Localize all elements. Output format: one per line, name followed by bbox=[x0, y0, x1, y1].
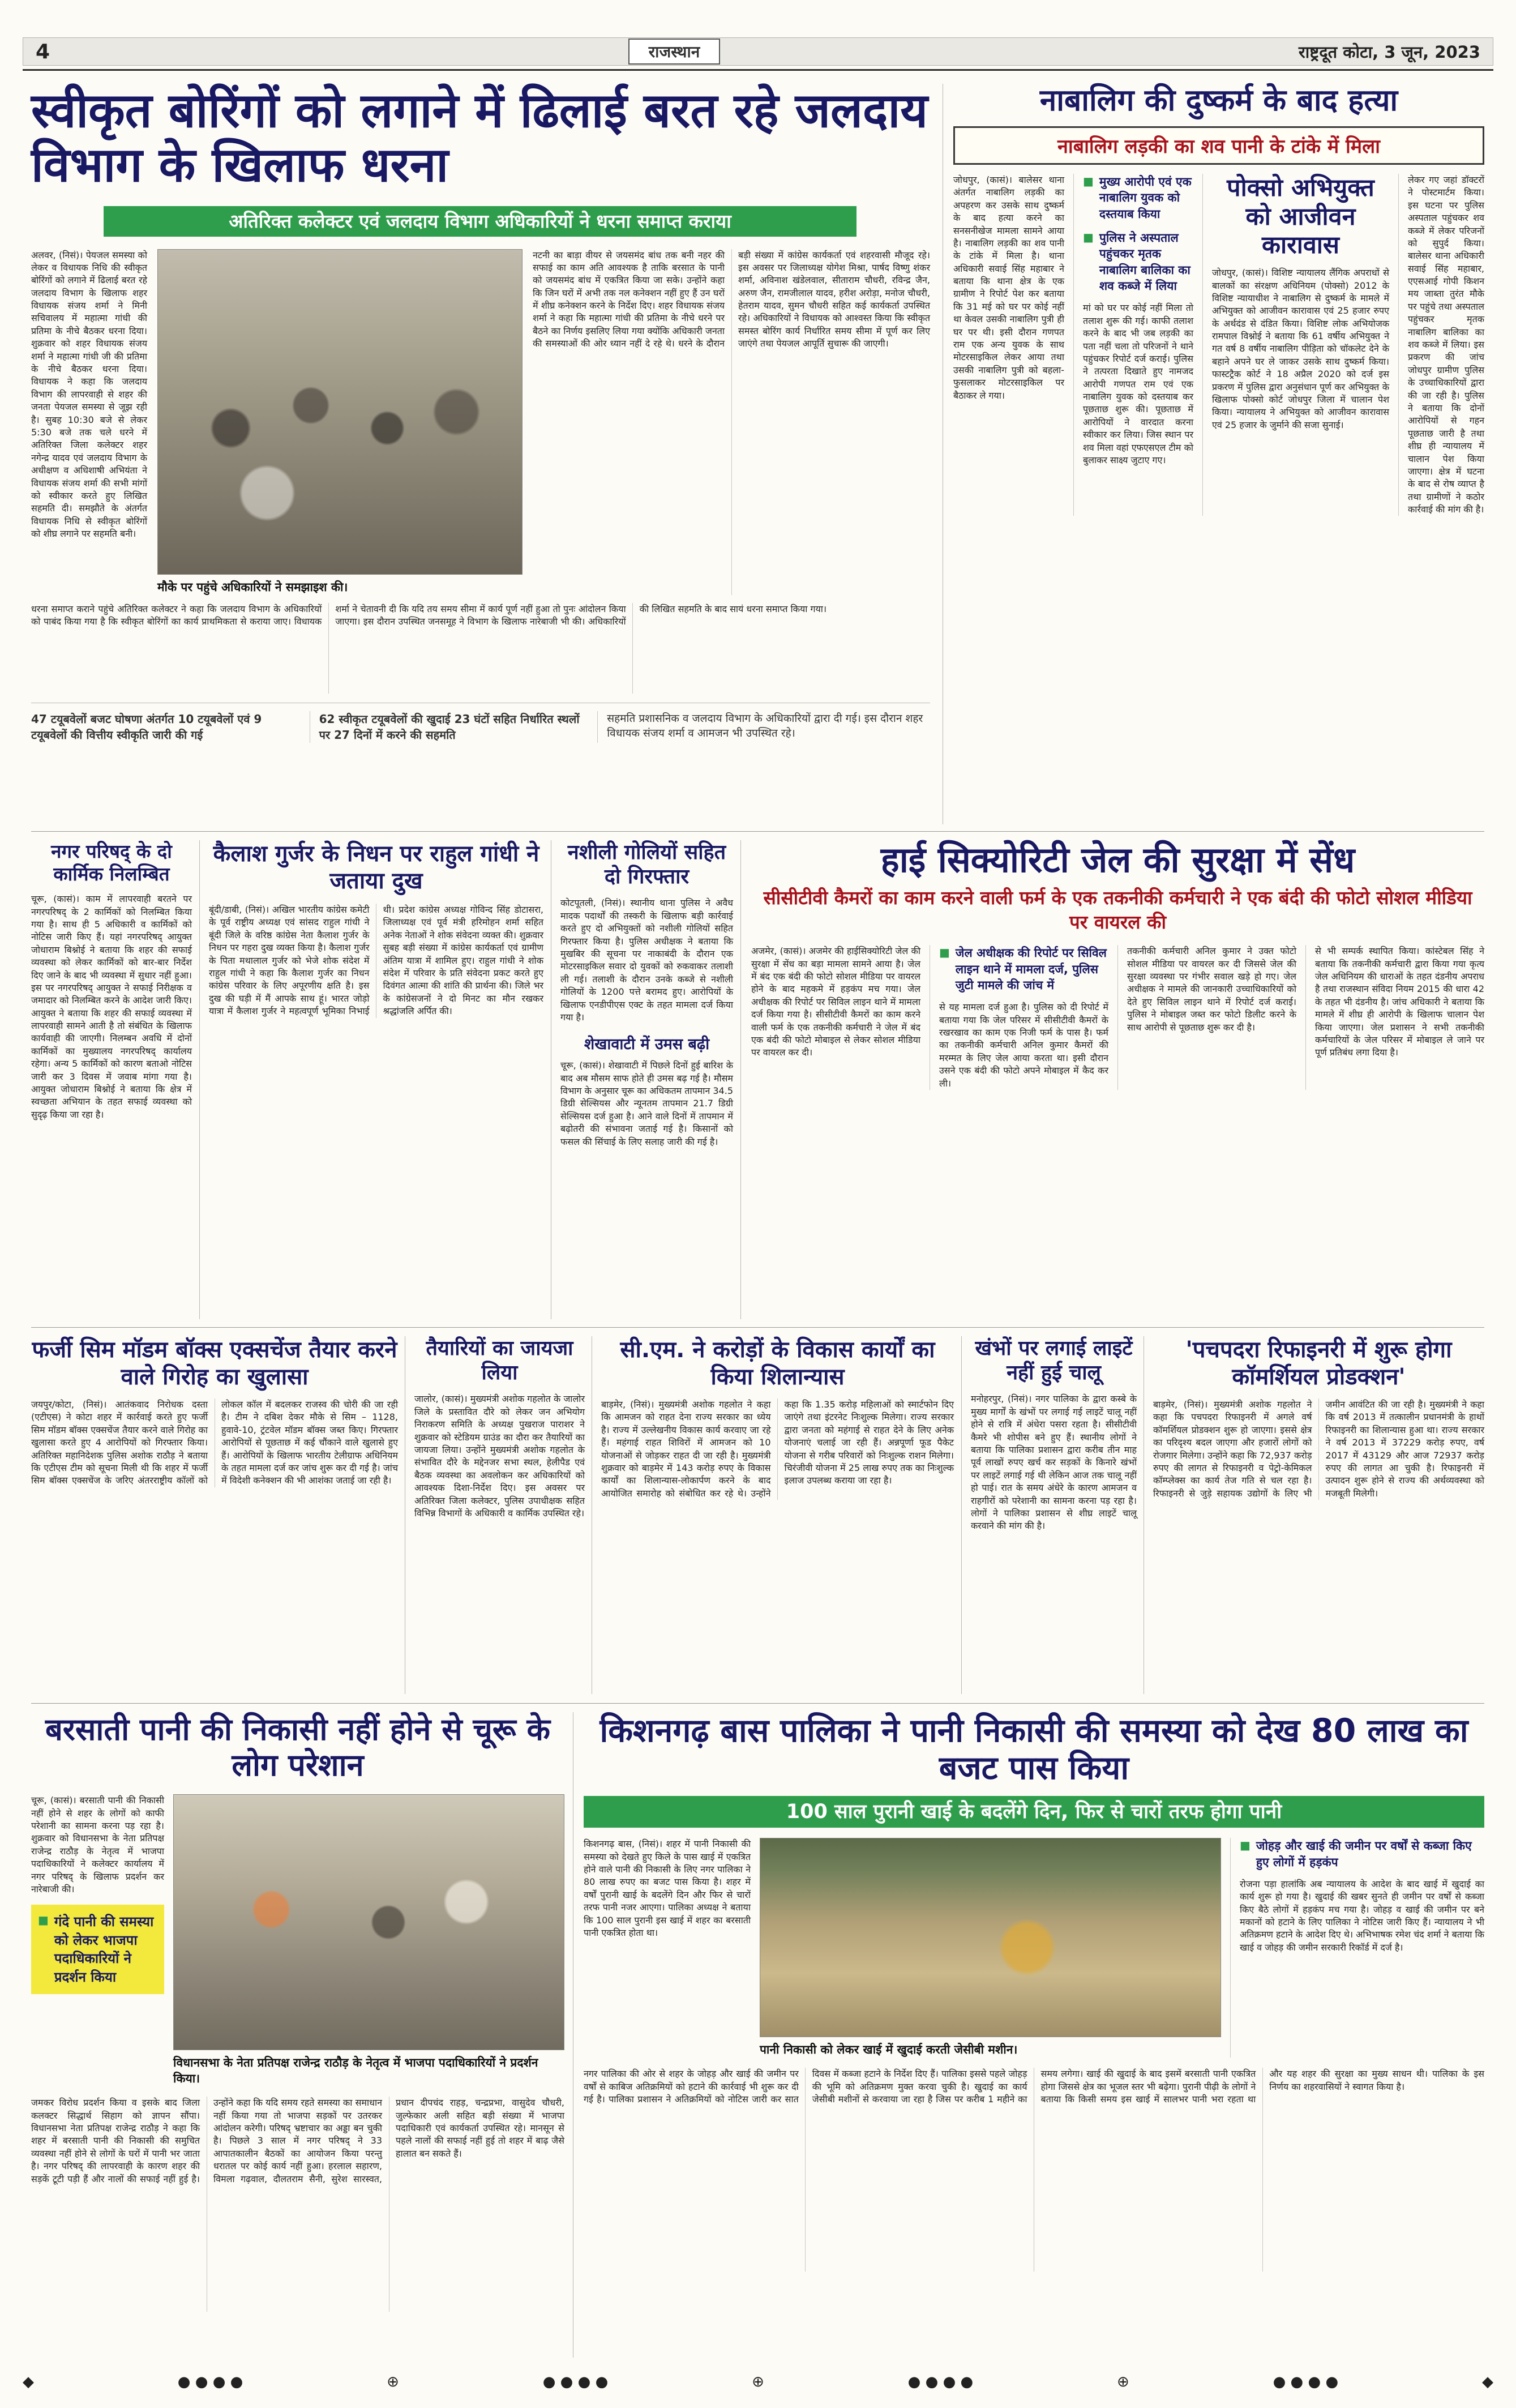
article-nabalig-hatya bbox=[943, 84, 1484, 824]
article-body-col: रोजना पड़ा हालांकि अब न्यायालय के आदेश के बाद खाई में खुदाई का कार्य शुरू हो गया है। खुदाई की खबर सुनते ही जमीन पर वर्षों से कब्जा किए बैठे लोगों में हड़कंप मच गया है। जोहड़ व खाई की जमीन पर बने मकानों को हटाने के लिए पालिका ने नोटिस जारी किए हैं। न्यायालय ने भी अतिक्रमण हटाने के आदेश दिए थे। अभिभाषक रमेश चंद शर्मा ने बताया कि खाई व जोहड़ की जमीन सरकारी रिकॉर्ड में दर्ज है। bbox=[1240, 1878, 1484, 1953]
sub-article-headline: शेखावाटी में उमस बढ़ी bbox=[584, 1036, 710, 1054]
band-divider bbox=[31, 831, 1484, 832]
highlight-box bbox=[31, 1905, 164, 1994]
article-kishangarh-budget bbox=[573, 1712, 1484, 2358]
article-body: बूंदी/डाबी, (निसं)। अखिल भारतीय कांग्रेस कमेटी के पूर्व राष्ट्रीय अध्यक्ष एवं सांसद राहुल गांधी ने बूंदी जिले के वरिष्ठ कांग्रेस नेता कैलाश गुर्जर के निधन पर गहरा दुख व्यक्त किया है। कैलाश गुर्जर के पिता मथालाल गुर्जर को भेजे शोक संदेश में राहुल गांधी ने कहा कि कैलाश गुर्जर का निधन कांग्रेस परिवार के लिए अपूरणीय क्षति है। इस दुख की घड़ी में मैं आपके साथ हूं। भारत जोड़ो यात्रा में कैलाश गुर्जर ने महत्वपूर्ण भूमिका निभाई थी। प्रदेश कांग्रेस अध्यक्ष गोविन्द सिंह डोटासरा, जिलाध्यक्ष एवं पूर्व मंत्री हरिमोहन शर्मा सहित अनेक नेताओं ने शोक संवेदना व्यक्त की। शुक्रवार सुबह बड़ी संख्या में कांग्रेस कार्यकर्ता एवं ग्रामीण अंतिम यात्रा में शामिल हुए। राहुल गांधी ने शोक संदेश में परिवार के प्रति संवेदना प्रकट करते हुए दिवंगत आत्मा की शांति की प्रार्थना की। जिले भर के कांग्रेसजनों ने दो मिनट का मौन रखकर श्रद्धांजलि अर्पित की। bbox=[209, 904, 543, 1017]
article-body-col: तकनीकी कर्मचारी अनिल कुमार ने उक्त फोटो सोशल मीडिया पर वायरल कर दी जिससे जेल की सुरक्षा व्यवस्था पर गंभीर सवाल खड़े हो गए। जेल अधीक्षक ने मामले की जानकारी उच्चाधिकारियों को देते हुए सिविल लाइन थाने में रिपोर्ट दर्ज कराई। पुलिस ने मोबाइल जब्त कर फोटो डिलीट करने के साथ आरोपी से पूछताछ शुरू कर दी है। bbox=[1117, 945, 1296, 1090]
bullet-square-icon: ■ bbox=[1083, 174, 1094, 188]
article-body-below: जमकर विरोध प्रदर्शन किया व इसके बाद जिला कलक्टर सिद्धार्थ सिहाग को ज्ञापन सौंपा। विधानसभा नेता प्रतिपक्ष राजेन्द्र राठौड़ ने कहा कि शहर में बरसाती पानी की निकासी की समुचित व्यवस्था नहीं होने से लोगों के घरों में पानी भर जाता है। नगर परिषद् की लापरवाही के कारण शहर की सड़कें टूटी पड़ी हैं और नालों की सफाई नहीं हुई है। उन्होंने कहा कि यदि समय रहते समस्या का समाधान नहीं किया गया तो भाजपा सड़कों पर उतरकर आंदोलन करेगी। परिषद् भ्रष्टाचार का अड्डा बन चुकी है। पिछले 3 साल में नगर परिषद् ने 33 आपातकालीन बैठकों का आयोजन किया परन्तु धरातल पर कोई कार्य नहीं हुआ। हरलाल सहारण, विमला गढ़वाल, दौलतराम सैनी, सुरेश सारस्वत, प्रधान दीपचंद राहड़, चन्द्रप्रभा, वासुदेव चौधरी, जुल्फेकार अली सहित बड़ी संख्या में भाजपा पदाधिकारी एवं कार्यकर्ता उपस्थित रहे। मानसून से पहले नालों की सफाई नहीं हुई तो शहर में बाढ़ जैसे हालात बन सकते हैं। bbox=[31, 2097, 564, 2184]
article-khambe-light bbox=[961, 1336, 1137, 1694]
dharna-photo bbox=[157, 249, 523, 575]
header-rule bbox=[23, 69, 1493, 71]
stat-box: 47 टयूबवेलों बजट घोषणा अंतर्गत 10 टयूबवेलों एवं 9 टयूबवेलों की वित्तीय स्वीकृति जारी की गई bbox=[31, 712, 262, 742]
article-headline: नशीली गोलियों सहित दो गिरफ्तार bbox=[567, 841, 726, 889]
article-body-left: अलवर, (निसं)। पेयजल समस्या को लेकर व विधायक निधि की स्वीकृत बोरिंगों को लगाने में ढिलाई बरत रहे जलदाय विभाग के खिलाफ शहर विधायक संजय शर्मा ने मिनी सचिवालय में महात्मा गांधी की प्रतिमा के नीचे बैठकर धरना दिया। शुक्रवार को शहर विधायक संजय शर्मा ने महात्मा गांधी जी की प्रतिमा के नीचे बैठकर धरना दिया। विधायक ने कहा कि जलदाय विभाग की लापरवाही से शहर की जनता पेयजल समस्या से जूझ रही है। सुबह 10:30 बजे से लेकर 5:30 बजे तक चले धरने में अतिरिक्त जिला कलेक्टर शहर नगेन्द्र यादव एवं जलदाय विभाग के अधीक्षण व अधिशाषी अभियंता ने विधायक संजय शर्मा की सभी मांगों को स्वीकार करते हुए लिखित सहमति दी। समझौते के अंतर्गत विधायक निधि से स्वीकृत बोरिंगों को शीघ्र लगाने पर सहमति बनी। bbox=[31, 249, 147, 540]
article-headline: बरसाती पानी की निकासी नहीं होने से चूरू के लोग परेशान bbox=[45, 1712, 551, 1783]
reg-mark: ● ● ● ● bbox=[1273, 2373, 1339, 2390]
print-registration-marks bbox=[23, 2373, 1493, 2390]
article-pokso bbox=[1202, 174, 1389, 516]
article-body-col: से यह मामला दर्ज हुआ है। पुलिस को दी रिपोर्ट में बताया गया कि जेल परिसर में सीसीटीवी कैमरों के रखरखाव का काम एक निजी फर्म के पास है। फर्म का तकनीकी कर्मचारी अनिल कुमार कैमरों की मरम्मत के लिए जेल आया करता था। इसी दौरान उसने एक बंदी की फोटो अपने मोबाइल में कैद कर ली। bbox=[939, 1002, 1108, 1089]
stat-box: सहमति प्रशासनिक व जलदाय विभाग के अधिकारियों द्वारा दी गई। इस दौरान शहर विधायक संजय शर्मा व आमजन भी उपस्थित रहे। bbox=[597, 711, 930, 743]
bullet-square-icon: ■ bbox=[38, 1913, 49, 1927]
article-body-col: लेकर गए जहां डॉक्टरों ने पोस्टमार्टम किया। इस घटना पर पुलिस अस्पताल पहुंचकर शव कब्जे में लेकर परिजनों को सुपुर्द किया। बालेसर थाना अधिकारी सवाई सिंह महाबार, एएसआई गोपी किशन मय जाब्ता तुरंत मौके पर पहुंचे तथा अस्पताल पहुंचकर मृतक नाबालिग बालिका का शव कब्जे में लिया। इस प्रकरण की जांच जोधपुर ग्रामीण पुलिस के उच्चाधिकारियों द्वारा की जा रही है। पुलिस ने बताया कि दोनों आरोपियों से गहन पूछताछ जारी है तथा शीघ्र ही न्यायालय में चालान पेश किया जाएगा। क्षेत्र में घटना के बाद से रोष व्याप्त है तथा ग्रामीणों ने कठोर कार्रवाई की मांग की है। bbox=[1398, 174, 1484, 516]
article-subhead-bar: अतिरिक्त कलेक्टर एवं जलदाय विभाग अधिकारियों ने धरना समाप्त कराया bbox=[104, 206, 857, 237]
article-headline: हाई सिक्योरिटी जेल की सुरक्षा में सेंध bbox=[880, 839, 1355, 880]
article-green-subhead: 100 साल पुरानी खाई के बदलेंगे दिन, फिर से चारों तरफ होगा पानी bbox=[584, 1796, 1484, 1828]
crosshair-icon: ⊕ bbox=[1117, 2373, 1129, 2390]
bullet-square-icon: ■ bbox=[1240, 1838, 1251, 1853]
article-jail-surksha bbox=[740, 840, 1484, 1319]
article-fake-sim bbox=[31, 1336, 398, 1694]
article-body-col: से भी सम्पर्क स्थापित किया। कांस्टेबल सिंह ने बताया कि तकनीकी कर्मचारी द्वारा किया गया कृत्य जेल अधिनियम की धाराओं के तहत दंडनीय अपराध है तथा राजस्थान संविदा नियम 2015 की धारा 42 के तहत भी दंडनीय है। जांच अधिकारी ने बताया कि मामले में शीघ्र ही आरोपी के खिलाफ चालान पेश किया जाएगा। जेल प्रशासन ने सभी तकनीकी कर्मचारियों के जेल परिसर में मोबाइल ले जाने पर पूर्ण प्रतिबंध लगा दिया है। bbox=[1305, 945, 1484, 1090]
article-body: मनोहरपुर, (निसं)। नगर पालिका के द्वारा कस्बे के मुख्य मार्गों के खंभों पर लगाई गई लाइटें चालू नहीं होने से रात्रि में अंधेरा पसरा रहता है। सीसीटीवी कैमरे भी शोपीस बने हुए हैं। स्थानीय लोगों ने बताया कि पालिका प्रशासन द्वारा करीब तीन माह पूर्व लाखों रुपए खर्च कर सड़कों के किनारे खंभों पर लाइटें लगाई गई थी लेकिन आज तक चालू नहीं हो पाई। रात के समय अंधेरे के कारण आमजन व राहगीरों को परेशानी का सामना करना पड़ रहा है। लोगों ने पालिका प्रशासन से शीघ्र लाइटें चालू करवाने की मांग की है। bbox=[971, 1393, 1137, 1532]
article-headline: किशनगढ़ बास पालिका ने पानी निकासी की समस्या को देख 80 लाख का बजट पास किया bbox=[599, 1712, 1468, 1787]
jcb-photo bbox=[760, 1838, 1221, 2037]
bullet-square-icon: ■ bbox=[1083, 230, 1094, 244]
band-divider bbox=[31, 1703, 1484, 1704]
bullet-item: जेल अधीक्षक की रिपोर्ट पर सिविल लाइन थाने में मामला दर्ज, पुलिस जुटी मामले की जांच में bbox=[955, 946, 1107, 992]
reg-mark: ◆ bbox=[1481, 2373, 1493, 2390]
article-headline: 'पचपदरा रिफाइनरी में शुरू होगा कॉमर्शियल प्रोडक्शन' bbox=[1185, 1337, 1452, 1390]
section-title: राजस्थान bbox=[628, 39, 721, 65]
article-body: कोटपूतली, (निसं)। स्थानीय थाना पुलिस ने अवैध मादक पदार्थों की तस्करी के खिलाफ बड़ी कार्रवाई करते हुए दो अभियुक्तों को नशीली गोलियों सहित गिरफ्तार किया है। पुलिस अधीक्षक ने बताया कि मुखबिर की सूचना पर नाकाबंदी के दौरान एक मोटरसाइकिल सवार दो युवकों को रुकवाकर तलाशी ली गई। तलाशी के दौरान उनके कब्जे से नशीली गोलियों के 1200 पत्ते बरामद हुए। आरोपियों के खिलाफ एनडीपीएस एक्ट के तहत मामला दर्ज किया गया है। bbox=[560, 897, 733, 1023]
article-boring-dharna bbox=[31, 84, 930, 824]
highlight-text: गंदे पानी की समस्या को लेकर भाजपा पदाधिकारियों ने प्रदर्शन किया bbox=[54, 1914, 154, 1985]
article-body: जालोर, (कासं)। मुख्यमंत्री अशोक गहलोत के जालोर जिले के प्रस्तावित दौरे को लेकर जन अभियोग निराकरण समिति के अध्यक्ष पुखराज पाराशर ने शुक्रवार को स्टेडियम ग्राउंड का दौरा कर तैयारियों का जायजा लिया। उन्होंने मुख्यमंत्री अशोक गहलोत के संभावित दौरे के मद्देनजर सभा स्थल, हेलीपैड एवं बैठक व्यवस्था का अवलोकन कर अधिकारियों को आवश्यक दिशा-निर्देश दिए। इस अवसर पर अतिरिक्त जिला कलेक्टर, पुलिस उपाधीक्षक सहित विभिन्न विभागों के अधिकारी व कार्मिक उपस्थित रहे। bbox=[414, 1393, 585, 1519]
page-number: 4 bbox=[36, 40, 50, 63]
bullet-item: पुलिस ने अस्पताल पहुंचकर मृतक नाबालिग बालिका का शव कब्जे में लिया bbox=[1099, 230, 1190, 293]
page-header bbox=[23, 37, 1493, 66]
article-headline: पोक्सो अभियुक्त को आजीवन कारावास bbox=[1227, 173, 1374, 260]
article-body: जयपुर/कोटा, (निसं)। आतंकवाद निरोधक दस्ता (एटीएस) ने कोटा शहर में कार्रवाई करते हुए फर्जी सिम मॉडम बॉक्स एक्सचेंज तैयार करने वाले गिरोह का खुलासा करते हुए 4 आरोपियों को गिरफ्तार किया। अतिरिक्त महानिदेशक पुलिस अशोक राठौड़ ने बताया कि एटीएस टीम को सूचना मिली थी कि शहर में फर्जी सिम बॉक्स एक्सचेंज के जरिए अंतरराष्ट्रीय कॉलों को लोकल कॉल में बदलकर राजस्व की चोरी की जा रही है। टीम ने दबिश देकर मौके से सिम – 1128, हुवावे-10, ट्रंटवेल मॉडम बॉक्स जब्त किए। गिरफ्तार आरोपियों से पूछताछ में कई चौंकाने वाले खुलासे हुए हैं। आरोपियों के खिलाफ भारतीय टेलीग्राफ अधिनियम के तहत मामला दर्ज कर जांच शुरू कर दी गई है। जांच में विदेशी कनेक्शन की भी आशंका जताई जा रही है। bbox=[31, 1399, 398, 1486]
article-headline: स्वीकृत बोरिंगों को लगाने में ढिलाई बरत रहे जलदाय विभाग के खिलाफ धरना bbox=[31, 83, 928, 193]
article-headline: फर्जी सिम मॉडम बॉक्स एक्सचेंज तैयार करने वाले गिरोह का खुलासा bbox=[32, 1337, 397, 1390]
reg-mark: ● ● ● ● bbox=[177, 2373, 243, 2390]
sub-article-body: चूरू, (कासं)। शेखावाटी में पिछले दिनों हुई बारिश के बाद अब मौसम साफ होते ही उमस बढ़ गई है। मौसम विभाग के अनुसार चूरू का अधिकतम तापमान 34.5 डिग्री सेल्सियस और न्यूनतम तापमान 21.7 डिग्री सेल्सियस दर्ज हुआ है। आने वाले दिनों में तापमान में बढ़ोतरी की संभावना जताई गई है। किसानों को फसल की सिंचाई के लिए सलाह जारी की गई है। bbox=[560, 1060, 733, 1147]
article-box-subhead: नाबालिग लड़की का शव पानी के टांके में मिला bbox=[953, 126, 1484, 165]
article-body: चूरू, (कासं)। काम में लापरवाही बरतने पर नगरपरिषद् के 2 कार्मिकों को निलम्बित किया गया है। साथ ही 5 अधिकारी व कार्मिकों को नोटिस जारी किए हैं। यहां नगरपरिषद् आयुक्त जोधाराम बिश्नोई ने बताया कि शहर की सफाई व्यवस्था को लेकर कार्मिकों को बार-बार निर्देश दिए जाने के बाद भी व्यवस्था में सुधार नहीं हुआ। इस पर नगरपरिषद् आयुक्त ने सफाई निरीक्षक व जमादार को निलम्बित करने के आदेश जारी किए। आयुक्त ने बताया कि शहर की सफाई व्यवस्था में लापरवाही सामने आती है तो संबंधित के खिलाफ कार्यवाही की जाएगी। निलम्बन अवधि में दोनों कार्मिकों का मुख्यालय नगरपरिषद् कार्यालय रहेगा। अन्य 5 कार्मिकों को कारण बताओ नोटिस जारी कर 3 दिवस में जवाब मांगा गया है। आयुक्त जोधाराम बिश्नोई ने बताया कि क्षेत्र में स्वच्छता अभियान के तहत सफाई व्यवस्था को सुदृढ़ किया जा रहा है। bbox=[31, 893, 192, 1120]
article-kailash-gurjar bbox=[199, 840, 543, 1319]
masthead-date: राष्ट्रदूत कोटा, 3 जून, 2023 bbox=[1298, 42, 1480, 62]
article-pachpadra-refinery bbox=[1144, 1336, 1484, 1694]
article-body-below: नगर पालिका की ओर से शहर के जोहड़ और खाई की जमीन पर वर्षों से काबिज अतिक्रमियों को हटाने की कार्रवाई भी शुरू कर दी गई है। पालिका प्रशासन ने अतिक्रमियों को नोटिस जारी कर सात दिवस में कब्जा हटाने के निर्देश दिए हैं। पालिका इससे पहले जोहड़ की भूमि को अतिक्रमण मुक्त करवा चुकी है। खुदाई का कार्य जेसीबी मशीनों से करवाया जा रहा है जिस पर करीब 1 महीने का समय लगेगा। खाई की खुदाई के बाद इसमें बरसाती पानी एकत्रित होगा जिससे क्षेत्र का भूजल स्तर भी बढ़ेगा। पुरानी पीढ़ी के लोगों ने बताया कि किसी समय इस खाई में सालभर पानी भरा रहता था और यह शहर की सुरक्षा का मुख्य साधन थी। पालिका के इस निर्णय का शहरवासियों ने स्वागत किया है। bbox=[584, 2068, 1484, 2105]
article-headline: खंभों पर लगाई लाइटें नहीं हुई चालू bbox=[975, 1337, 1133, 1385]
jcb-photo-caption: पानी निकासी को लेकर खाई में खुदाई करती जेसीबी मशीन। bbox=[760, 2043, 1018, 2057]
bullet-square-icon: ■ bbox=[939, 946, 950, 960]
article-taiyari-jayja bbox=[405, 1336, 585, 1694]
article-body-below: धरना समाप्त कराने पहुंचे अतिरिक्त कलेक्टर ने कहा कि जलदाय विभाग के अधिकारियों को पाबंद किया गया है कि स्वीकृत बोरिंगों का कार्य प्राथमिकता से कराया जाए। विधायक शर्मा ने चेतावनी दी कि यदि तय समय सीमा में कार्य पूर्ण नहीं हुआ तो पुनः आंदोलन किया जाएगा। इस दौरान उपस्थित जनसमूह ने विभाग के खिलाफ नारेबाजी भी की। अधिकारियों की लिखित सहमति के बाद सायं धरना समाप्त किया गया। bbox=[31, 603, 826, 627]
crosshair-icon: ⊕ bbox=[752, 2373, 764, 2390]
reg-mark: ● ● ● ● bbox=[542, 2373, 609, 2390]
reg-mark: ● ● ● ● bbox=[907, 2373, 974, 2390]
bullet-item: मुख्य आरोपी एवं एक नाबालिग युवक को दस्तयाब किया bbox=[1099, 174, 1192, 221]
article-body-col: अजमेर, (कासं)। अजमेर की हाईसिक्योरिटी जेल की सुरक्षा में सेंध का बड़ा मामला सामने आया है। जेल में बंद एक बंदी की फोटो सोशल मीडिया पर वायरल होने के बाद महकमे में हड़कंप मच गया। जेल अधीक्षक की रिपोर्ट पर सिविल लाइन थाने में मामला दर्ज किया गया है। सीसीटीवी कैमरों का काम करने वाली फर्म के एक तकनीकी कर्मचारी ने जेल में बंद एक बंदी की फोटो मोबाइल से लेकर सोशल मीडिया पर वायरल कर दी। bbox=[751, 946, 920, 1058]
article-body-right: नटनी का बाड़ा वीयर से जयसमंद बांध तक बनी नहर की सफाई का काम अति आवश्यक है ताकि बरसात के पानी को जयसमंद बांध में एकत्रित किया जा सके। उन्होंने कहा कि जिन घरों में अभी तक नल कनेक्शन नहीं हुए हैं उन घरों में शीघ्र कनेक्शन करने के निर्देश दिए। शहर विधायक संजय शर्मा ने कहा कि महात्मा गांधी की प्रतिमा के नीचे धरने पर बैठने का निर्णय इसलिए लिया गया क्योंकि अधिकारी जनता की समस्याओं की ओर ध्यान नहीं दे रहे थे। धरने के दौरान बड़ी संख्या में कांग्रेस कार्यकर्ता एवं शहरवासी मौजूद रहे। इस अवसर पर जिलाध्यक्ष योगेश मिश्रा, पार्षद विष्णु शंकर शर्मा, अविनाश खंडेलवाल, सीताराम चौधरी, रविन्द्र जैन, अरुण जैन, रामजीलाल यादव, हरीश अरोड़ा, मनोज चौधरी, हेतराम यादव, सुमन चौधरी सहित कई कार्यकर्ता उपस्थित रहे। अधिकारियों ने विधायक को आश्वस्त किया कि स्वीकृत समस्त बोरिंग कार्य निर्धारित समय सीमा में पूर्ण कर लिए जाएंगे तथा पेयजल आपूर्ति सुचारू की जाएगी। bbox=[533, 249, 930, 349]
article-headline: नाबालिग की दुष्कर्म के बाद हत्या bbox=[1039, 83, 1398, 118]
reg-mark: ◆ bbox=[23, 2373, 34, 2390]
article-headline: तैयारियों का जायजा लिया bbox=[426, 1337, 573, 1385]
article-headline: नगर परिषद् के दो कार्मिक निलम्बित bbox=[51, 840, 172, 885]
stat-box: 62 स्वीकृत टयूबवेलों की खुदाई 23 घंटों सहित निर्धारित स्थलों पर 27 दिनों में करने की सहमति bbox=[310, 711, 598, 743]
article-nashili-goliyan bbox=[551, 840, 733, 1319]
article-body-col: जोधपुर, (कासं)। बालेसर थाना अंतर्गत नाबालिग लड़की का अपहरण कर उसके साथ दुष्कर्म के बाद हत्या करने का सनसनीखेज मामला सामने आया है। नाबालिग लड़की का शव पानी के टांके में मिला है। थाना अधिकारी सवाई सिंह महाबार ने बताया कि थाना क्षेत्र के एक ग्रामीण ने रिपोर्ट पेश कर बताया कि 31 मई को घर पर कोई नहीं था केवल उसकी नाबालिग पुत्री ही घर पर थी। इसी दौरान गणपत राम एक अन्य युवक के साथ मोटरसाइकिल लेकर आया तथा उसकी नाबालिग पुत्री को बहला-फुसलाकर मोटरसाइकिल पर बैठाकर ले गया। bbox=[953, 174, 1064, 401]
article-body-col: चूरू, (कासं)। बरसाती पानी की निकासी नहीं होने से शहर के लोगों को काफी परेशानी का सामना करना पड़ रहा है। शुक्रवार को विधानसभा के नेता प्रतिपक्ष राजेन्द्र राठौड़ के नेतृत्व में भाजपा पदाधिकारियों ने कलेक्टर कार्यालय में नगर परिषद् के खिलाफ प्रदर्शन कर नारेबाजी की। bbox=[31, 1795, 164, 1894]
article-karmik-nilambit bbox=[31, 840, 192, 1319]
article-headline: कैलाश गुर्जर के निधन पर राहुल गांधी ने जताया दुख bbox=[213, 841, 539, 894]
article-barsati-pani bbox=[31, 1712, 564, 2358]
protest-photo bbox=[173, 1794, 564, 2050]
article-body-col: किशनगढ़ बास, (निसं)। शहर में पानी निकासी की समस्या को देखते हुए किले के पास खाई में एकत्रित होने वाले पानी की निकासी के लिए नगर पालिका ने 80 लाख रुपए का बजट पास किया है। शहर में वर्षों पुरानी खाई के बदलेंगे दिन और फिर से चारों तरफ पानी नजर आएगा। पालिका अध्यक्ष ने बताया कि 100 साल पुरानी इस खाई में शहर का बरसाती पानी एकत्रित होता था। bbox=[584, 1838, 751, 1938]
article-cm-shilanyas bbox=[592, 1336, 954, 1694]
article-body: जोधपुर, (कासं)। विशिष्ट न्यायालय लैंगिक अपराधों से बालकों का संरक्षण अधिनियम (पोक्सो) 2012 के विशिष्ट न्यायाधीश ने नाबालिग से दुष्कर्म के मामले में अभियुक्त को आजीवन कारावास एवं 25 हजार रुपए के अर्थदंड से दंडित किया। विशिष्ट लोक अभियोजक रामपाल विश्नोई ने बताया कि 61 वर्षीय अभियुक्त ने गत वर्ष 8 वर्षीय नाबालिग पीड़िता को चॉकलेट देने के बहाने अपने घर ले जाकर उसके साथ दुष्कर्म किया। फास्टट्रैक कोर्ट ने 18 अप्रैल 2020 को दर्ज इस प्रकरण में पुलिस द्वारा अनुसंधान पूर्ण कर अभियुक्त के खिलाफ पोक्सो कोर्ट जोधपुर जिला में चालान पेश किया। न्यायालय ने अभियुक्त को आजीवन कारावास एवं 25 हजार के जुर्माने की सजा सुनाई। bbox=[1212, 267, 1389, 430]
article-body-col: मां को घर पर कोई नहीं मिला तो तलाश शुरू की गई। काफी तलाश करने के बाद भी जब लड़की का पता नहीं चला तो परिजनों ने थाने पहुंचकर रिपोर्ट दर्ज कराई। पुलिस ने तत्परता दिखाते हुए नामजद आरोपी गणपत राम एवं एक नाबालिग युवक को दस्तयाब कर पूछताछ शुरू की। पूछताछ में आरोपियों ने वारदात करना स्वीकार कर लिया। जिस स्थान पर शव मिला वहां एफएसएल टीम को बुलाकर साक्ष्य जुटाए गए। bbox=[1083, 302, 1193, 466]
protest-photo-caption: विधानसभा के नेता प्रतिपक्ष राजेन्द्र राठौड़ के नेतृत्व में भाजपा पदाधिकारियों ने प्रदर्शन किया। bbox=[173, 2056, 538, 2086]
band-divider bbox=[31, 1327, 1484, 1328]
bullet-item: जोहड़ और खाई की जमीन पर वर्षों से कब्जा किए हुए लोगों में हड़कंप bbox=[1256, 1839, 1472, 1869]
article-body: बाड़मेर, (निसं)। मुख्यमंत्री अशोक गहलोत ने कहा कि पचपदरा रिफाइनरी में अगले वर्ष कॉमर्शियल प्रोडक्शन शुरू हो जाएगा। इससे क्षेत्र का परिदृश्य बदल जाएगा और हजारों लोगों को रोजगार मिलेगा। उन्होंने कहा कि 72,937 करोड़ रुपए की लागत से रिफाइनरी व पेट्रो-केमिकल कॉम्प्लेक्स का कार्य तेज गति से चल रहा है। रिफाइनरी से जुड़े सहायक उद्योगों के लिए भी जमीन आवंटित की जा रही है। मुख्यमंत्री ने कहा कि वर्ष 2013 में तत्कालीन प्रधानमंत्री के हाथों रिफाइनरी का शिलान्यास हुआ था। राज्य सरकार ने वर्ष 2013 में 37229 करोड़ रुपए, वर्ष 2017 में 43129 और आज 72937 करोड़ रुपए की लागत आ चुकी है। रिफाइनरी में उत्पादन शुरू होने से राज्य की अर्थव्यवस्था को मजबूती मिलेगी। bbox=[1153, 1399, 1484, 1499]
article-red-subhead: सीसीटीवी कैमरों का काम करने वाली फर्म के एक तकनीकी कर्मचारी ने एक बंदी की फोटो सोशल मीडिया पर वायरल की bbox=[763, 887, 1472, 934]
article-body: बाड़मेर, (निसं)। मुख्यमंत्री अशोक गहलोत ने कहा कि आमजन को राहत देना राज्य सरकार का ध्येय है। राज्य में उल्लेखनीय विकास कार्य करवाए जा रहे हैं। महंगाई राहत शिविरों में आमजन को 10 योजनाओं से जोड़कर राहत दी जा रही है। मुख्यमंत्री शुक्रवार को बाड़मेर में 143 करोड़ रुपए के विकास कार्यों का शिलान्यास-लोकार्पण करने के बाद आयोजित समारोह को संबोधित कर रहे थे। उन्होंने कहा कि 1.35 करोड़ महिलाओं को स्मार्टफोन दिए जाएंगे तथा इंटरनेट निःशुल्क मिलेगा। राज्य सरकार द्वारा जनता को महंगाई से राहत देने के लिए अनेक योजनाएं चलाई जा रही हैं। अन्नपूर्णा फूड पैकेट योजना से गरीब परिवारों को निःशुल्क राशन मिलेगा। चिरंजीवी योजना में 25 लाख रुपए तक का निःशुल्क इलाज उपलब्ध कराया जा रहा है। bbox=[601, 1399, 954, 1499]
dharna-photo-caption: मौके पर पहुंचे अधिकारियों ने समझाइश की। bbox=[157, 580, 348, 594]
crosshair-icon: ⊕ bbox=[387, 2373, 399, 2390]
article-headline: सी.एम. ने करोड़ों के विकास कार्यों का किया शिलान्यास bbox=[620, 1337, 935, 1390]
